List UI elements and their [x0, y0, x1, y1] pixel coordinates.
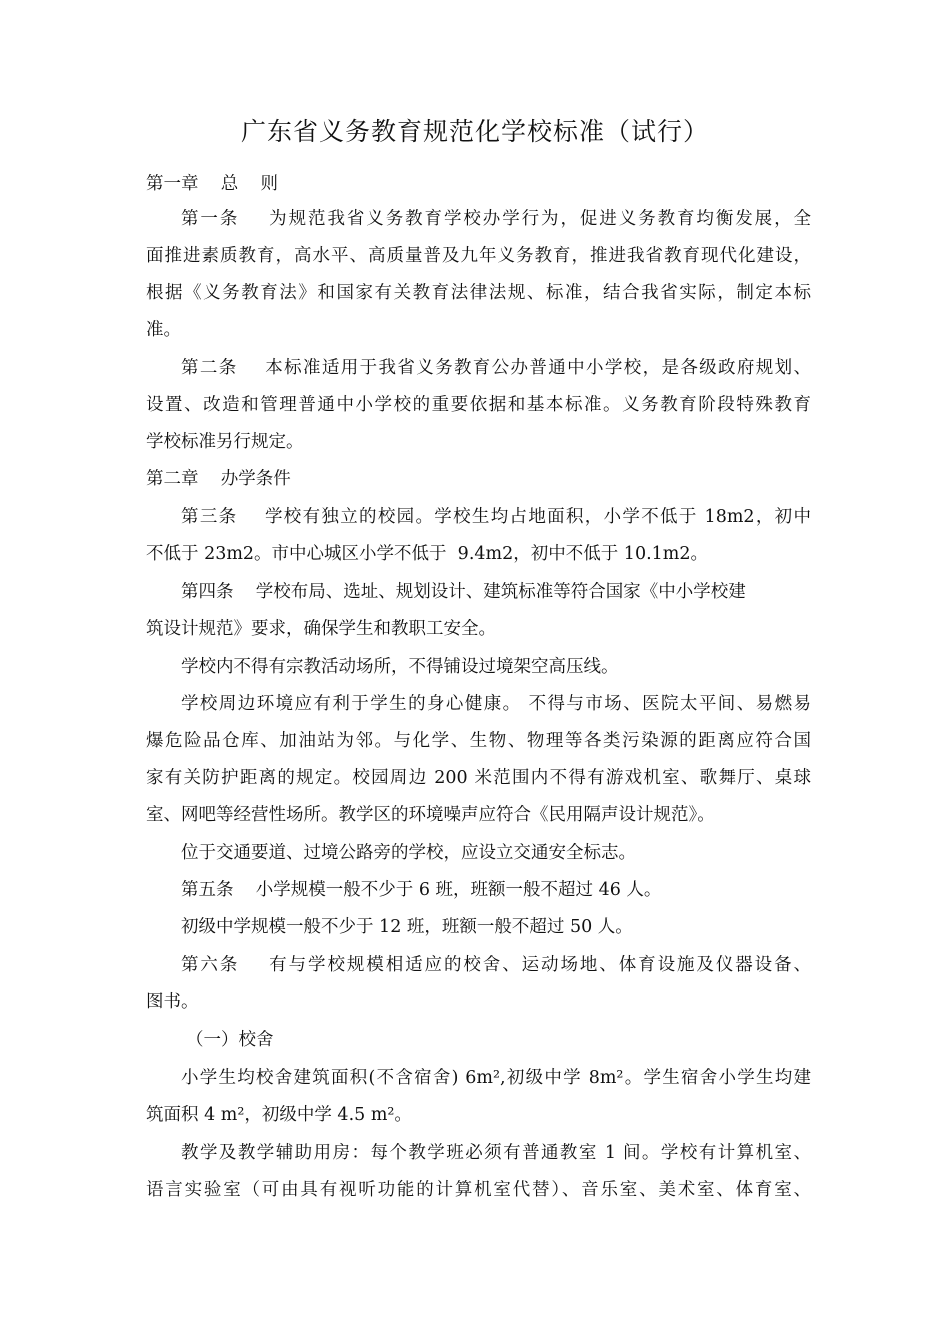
paragraph-line: 学校周边环境应有利于学生的身心健康。 不得与市场、医院太平间、易燃易: [181, 694, 811, 714]
paragraph-line: 设置、改造和管理普通中小学校的重要依据和基本标准。义务教育阶段特殊教育: [146, 395, 811, 415]
paragraph-line: 位于交通要道、过境公路旁的学校，应设立交通安全标志。: [181, 843, 636, 863]
paragraph-line: 语言实验室（可由具有视听功能的计算机室代替）、音乐室、美术室、体育室、: [146, 1180, 811, 1200]
paragraph-line: 根据《义务教育法》和国家有关教育法律法规、标准，结合我省实际，制定本标: [146, 283, 811, 303]
paragraph-line: 准。: [146, 320, 181, 340]
paragraph-line: 图书。: [146, 992, 199, 1012]
paragraph-line: 小学生均校舍建筑面积(不含宿舍) 6m²,初级中学 8m²。学生宿舍小学生均建: [181, 1068, 811, 1088]
paragraph-line: 室、网吧等经营性场所。教学区的环境噪声应符合《民用隔声设计规范》。: [146, 805, 715, 825]
paragraph-line: 爆危险品仓库、加油站为邻。与化学、生物、物理等各类污染源的距离应符合国: [146, 731, 811, 751]
paragraph-line: 筑面积 4 m²，初级中学 4.5 m²。: [146, 1105, 412, 1125]
document-title: 广东省义务教育规范化学校标准（试行）: [240, 117, 709, 146]
paragraph-line: 筑设计规范》要求，确保学生和教职工安全。: [146, 619, 496, 639]
paragraph-line: 初级中学规模一般不少于 12 班，班额一般不超过 50 人。: [181, 917, 633, 937]
paragraph-line: 面推进素质教育，高水平、高质量普及九年义务教育，推进我省教育现代化建设，: [146, 246, 811, 266]
paragraph-line: 第五条 小学规模一般不少于 6 班，班额一般不超过 46 人。: [181, 880, 662, 900]
paragraph-line: 第二条 本标准适用于我省义务教育公办普通中小学校，是各级政府规划、: [181, 358, 811, 378]
paragraph-line: 第四条 学校布局、选址、规划设计、建筑标准等符合国家《中小学校建: [181, 582, 746, 602]
paragraph-line: 学校内不得有宗教活动场所，不得铺设过境架空高压线。: [181, 657, 619, 677]
chapter-heading: 第一章 总 则: [146, 174, 279, 194]
paragraph-line: 家有关防护距离的规定。校园周边 200 米范围内不得有游戏机室、歌舞厅、桌球: [146, 768, 811, 788]
paragraph-line: 第一条 为规范我省义务教育学校办学行为，促进义务教育均衡发展，全: [181, 209, 811, 229]
chapter-heading: 第二章 办学条件: [146, 469, 291, 489]
paragraph-line: 第六条 有与学校规模相适应的校舍、运动场地、体育设施及仪器设备、: [181, 955, 811, 975]
paragraph-line: 第三条 学校有独立的校园。学校生均占地面积，小学不低于 18m2，初中: [181, 507, 811, 527]
paragraph-line: 不低于 23m2。市中心城区小学不低于 9.4m2，初中不低于 10.1m2。: [146, 544, 708, 564]
paragraph-line: 教学及教学辅助用房：每个教学班必须有普通教室 1 间。学校有计算机室、: [181, 1143, 811, 1163]
section-heading: （一）校舍: [186, 1030, 274, 1050]
paragraph-line: 学校标准另行规定。: [146, 432, 304, 452]
